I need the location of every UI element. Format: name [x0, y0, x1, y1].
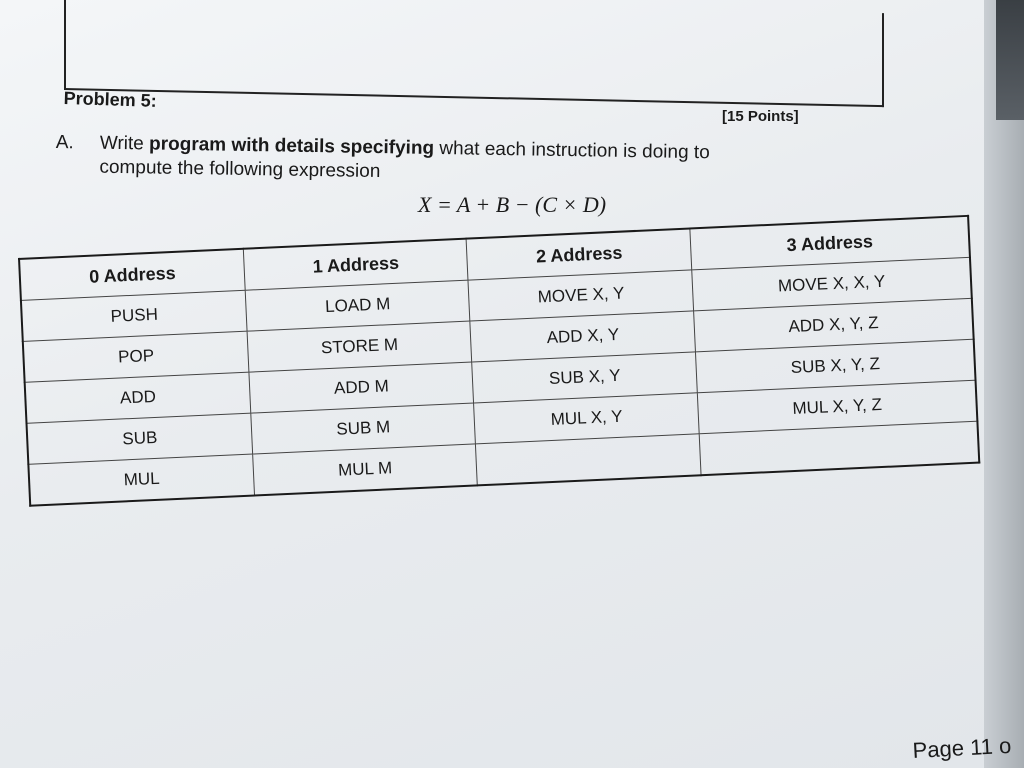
table-cell: ADD M — [249, 362, 474, 413]
question-post: what each instruction is doing to — [433, 137, 710, 164]
table-cell: MUL — [28, 454, 254, 506]
table-cell: SUB — [27, 413, 253, 464]
table-cell: SUB M — [251, 403, 476, 454]
table-cell: MUL X, Y, Z — [698, 380, 978, 434]
header-2-address: 2 Address — [466, 228, 692, 280]
table-cell: LOAD M — [245, 280, 470, 331]
header-1-address: 1 Address — [243, 239, 468, 291]
header-3-address: 3 Address — [690, 216, 970, 270]
points-label: [15 Points] — [722, 108, 799, 125]
instruction-table — [18, 215, 980, 507]
table-cell: STORE M — [247, 321, 472, 372]
part-label: A. — [55, 132, 74, 154]
table-cell: ADD — [25, 372, 251, 423]
question-pre: Write — [99, 132, 150, 155]
question-bold: program with details specifying — [148, 133, 435, 159]
question-line2: compute the following expression — [99, 156, 381, 183]
table-cell: ADD X, Y — [470, 311, 696, 362]
expression: X = A + B − (C × D) — [418, 192, 607, 217]
problem-title: Problem 5: — [63, 88, 157, 111]
table-cell: SUB X, Y — [472, 352, 698, 403]
previous-answer-box — [64, 0, 884, 107]
header-0-address: 0 Address — [19, 249, 245, 301]
page-number: Page 11 o — [912, 732, 1012, 763]
table-cell: MOVE X, Y — [468, 270, 694, 321]
table-cell: MUL M — [253, 444, 478, 496]
table-cell: POP — [23, 331, 249, 382]
background-corner — [996, 0, 1024, 120]
table-cell: MOVE X, X, Y — [692, 257, 972, 311]
table-cell: ADD X, Y, Z — [694, 298, 974, 352]
table-cell: MUL X, Y — [474, 393, 700, 444]
table-cell: PUSH — [21, 290, 247, 341]
table-cell: SUB X, Y, Z — [696, 339, 976, 393]
table-cell — [476, 434, 702, 486]
